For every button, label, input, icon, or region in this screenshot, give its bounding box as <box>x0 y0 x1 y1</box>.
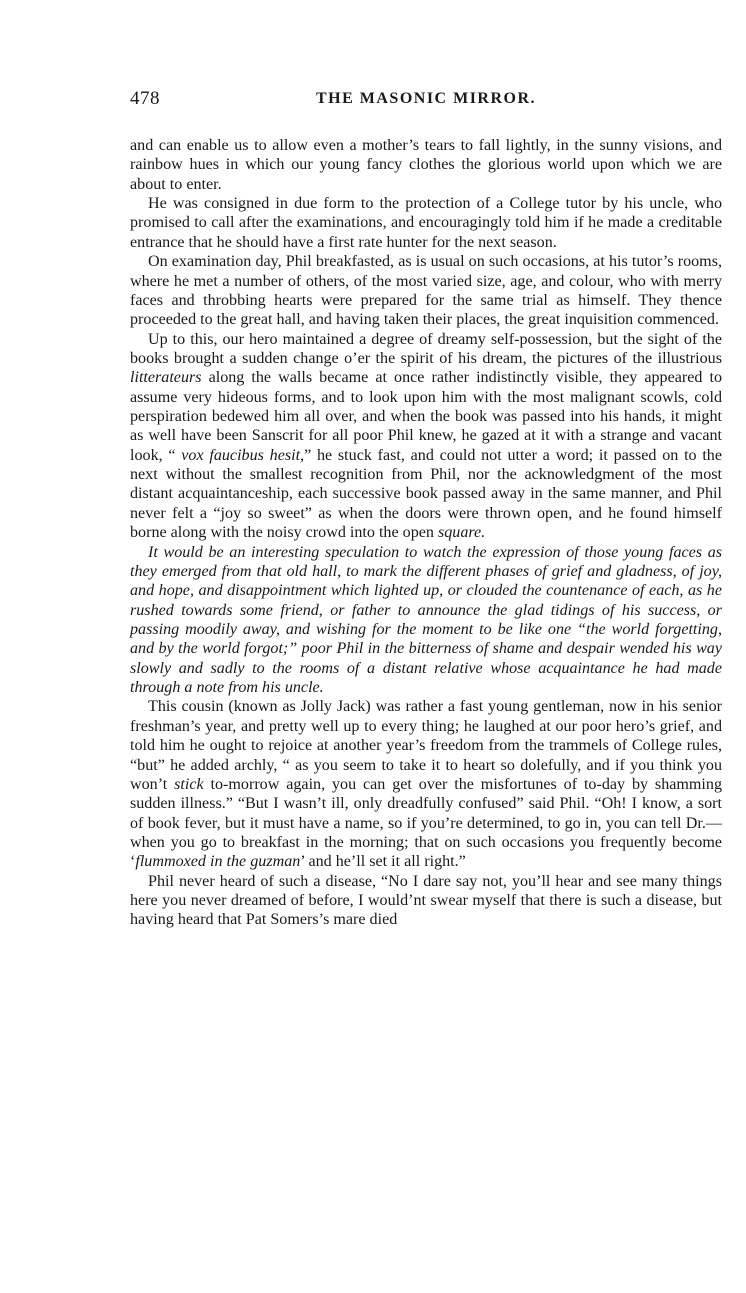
italic-run: litterateurs <box>130 369 202 387</box>
italic-run: flummoxed in the guzman <box>135 853 301 871</box>
text-run: On examination day, Phil breakfasted, as is usual on such occasions, at his tutor’s rooms, where he met a number of others, of the most varied size, age, and colour, who with merry faces and throbbing hearts were prepared for the same trial as himself. They thence proceeded to the great hall, and having taken their places, the great inquisition commenced. <box>130 253 722 329</box>
running-title: THE MASONIC MIRROR. <box>315 90 537 107</box>
text-run: Phil never heard of such a disease, “No I dare say not, you’ll hear and see many things here you never dreamed of before, I would’nt swear myself that there is such a disease, but having heard that Pat Somers’s mare died <box>130 872 722 929</box>
text-run: ” he stuck fast, and could not utter a word; it passed on to the next without the smallest recognition from Phil, nor the acknowledgment of the most distant acquaintanceship, each successive book passed away in the same manner, and Phil never felt a “joy so sweet” as when the doors were thrown open, and he found himself borne along with the noisy crowd into the open <box>130 446 722 542</box>
paragraph-5 <box>130 543 722 698</box>
page-header <box>130 88 722 110</box>
page-number: 478 <box>130 88 160 109</box>
paragraph-2 <box>130 194 722 252</box>
paragraph-6 <box>130 697 722 871</box>
paragraph-4 <box>130 330 722 543</box>
body-text <box>130 136 722 930</box>
text-run: Up to this, our hero maintained a degree of dreamy self-possession, but the sight of the books brought a sudden change o’er the spirit of his dream, the pictures of the illustrious <box>130 330 722 367</box>
text-run: This cousin (known as Jolly Jack) was rather a fast young gentleman, now in his senior freshman’s year, and pretty well up to every thing; he laughed at our poor hero’s grief, and told him he ought to rejoice at another year’s freedom from the trammels of College rules, “but” he added archly, “ as you seem to take it to heart so dolefully, and if you think you won’t <box>130 698 722 793</box>
text-run: ’ and he’ll set it all right.” <box>300 853 466 871</box>
text-run: He was consigned in due form to the protection of a College tutor by his uncle, who promised to call after the examinations, and encouragingly told him if he made a creditable entrance that he should have a first rate hunter for the next season. <box>130 195 722 251</box>
italic-run: stick <box>174 775 204 793</box>
text-run: and can enable us to allow even a mother’s tears to fall lightly, in the sunny visions, and rainbow hues in which our young fancy clothes the glorious world upon which we are about to enter. <box>130 137 722 193</box>
text-run: to-morrow again, you can get over the misfortunes of to-day by shamming sudden illness.” “But I wasn’t ill, only dreadfully confused” said Phil. “Oh! I know, a sort of book fever, but it must have a name, so if you’re determined, to go in, you can tell Dr.—when you go to breakfast in the morning; that on such occasions you frequently become ‘ <box>130 775 722 871</box>
paragraph-1 <box>130 136 722 194</box>
text-run: along the walls became at once rather indistinctly visible, they appeared to assume very hideous forms, and to look upon him with the most malignant scowls, cold perspiration bedewed him all over, and when the book was passed into his hands, it might as well have been Sanscrit for all poor Phil knew, he gazed at it with a strange and vacant look, “ <box>130 369 722 464</box>
italic-run: It would be an interesting speculation to watch the expression of those young faces as they emerged from that old hall, to mark the different phases of grief and gladness, of joy, and hope, and disappointment which lighted up, or clouded the countenance of each, as he rushed towards some friend, or father to announce the glad tidings of his success, or passing moodily away, and wishing for the moment to be like one “the world forgetting, and by the world forgot;” poor Phil in the bitterness of shame and despair wended his way slowly and sadly to the rooms of a distant relative whose acquaintance he had made through a note from his uncle. <box>130 543 722 697</box>
paragraph-7 <box>130 872 722 930</box>
italic-run: square. <box>437 524 486 542</box>
paragraph-3 <box>130 252 722 329</box>
italic-run: vox faucibus hesit, <box>181 446 305 464</box>
